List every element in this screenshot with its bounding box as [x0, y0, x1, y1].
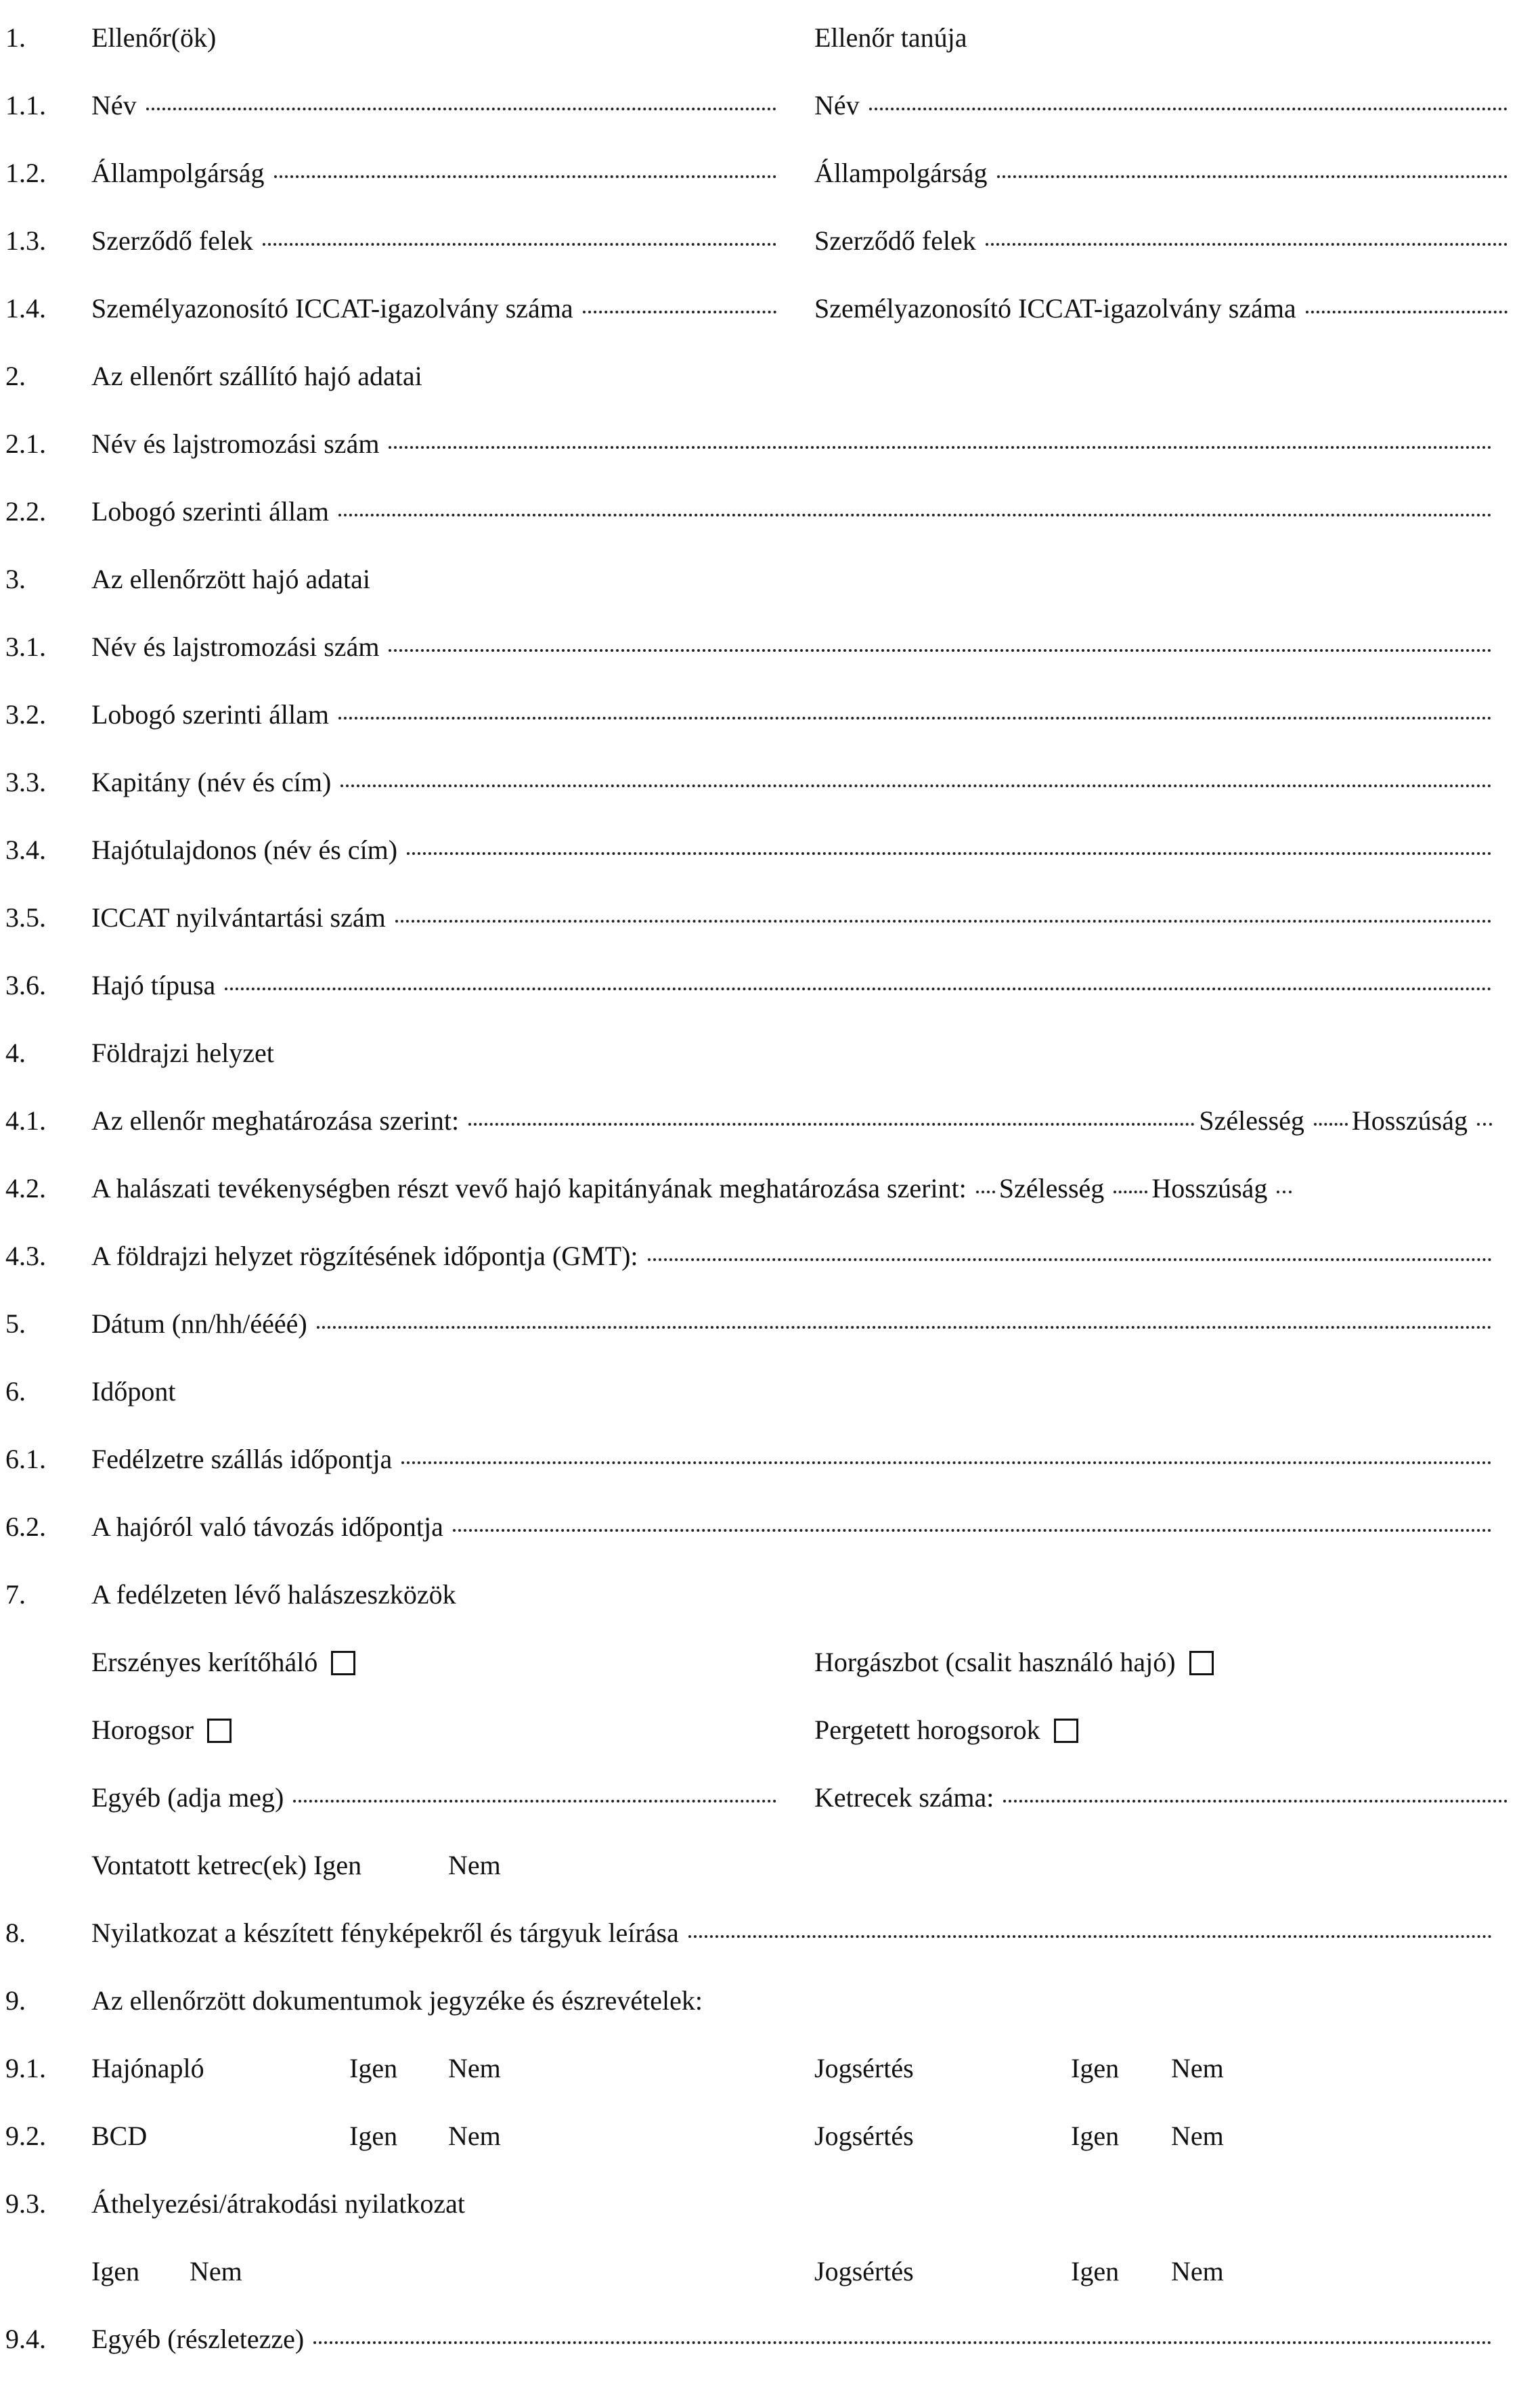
field-label: Egyéb (részletezze): [91, 2324, 305, 2354]
fill-line: [997, 175, 1508, 178]
row-1-1: [0, 85, 1540, 126]
field-label: Fedélzetre szállás időpontja: [91, 1444, 393, 1474]
bcd-infringement-yes[interactable]: Igen: [1071, 2121, 1120, 2151]
field-label: Állampolgárság: [91, 158, 265, 188]
row-3-2: [0, 694, 1540, 735]
section-1-header: [0, 18, 1540, 58]
row-7-gear-1: [0, 1642, 1540, 1683]
row-1-3: [0, 221, 1540, 261]
item-number: 3.4.: [5, 835, 46, 865]
fill-line: [340, 784, 1492, 787]
inspection-vessel-flag-field[interactable]: [91, 491, 1496, 532]
row-6-2: [0, 1507, 1540, 1547]
inspector-nationality-field[interactable]: [91, 153, 780, 194]
towed-cages-no-label[interactable]: Nem: [448, 1850, 501, 1880]
fill-line: [453, 1529, 1492, 1532]
field-label: Nyilatkozat a készített fényképekről és tárgyuk leírása: [91, 1918, 679, 1948]
row-7-other: [0, 1777, 1540, 1818]
item-number: 2.1.: [5, 428, 46, 459]
field-label: A földrajzi helyzet rögzítésének időpontja (GMT):: [91, 1241, 638, 1271]
fill-line: [468, 1123, 1195, 1126]
item-number: 9.2.: [5, 2121, 46, 2151]
baitboat-option: [814, 1642, 1214, 1683]
row-3-4: [0, 830, 1540, 870]
field-label: Név: [814, 90, 860, 120]
section-number: 1.: [5, 22, 26, 53]
logbook-yes[interactable]: Igen: [349, 2053, 398, 2083]
section-number: 9.: [5, 1985, 26, 2016]
longitude-fill-line[interactable]: [1277, 1191, 1292, 1193]
latitude-fill-line[interactable]: [1114, 1191, 1147, 1193]
row-4-1: [0, 1101, 1540, 1141]
logbook-no[interactable]: Nem: [448, 2053, 501, 2083]
row-9-3-answers: [0, 2251, 1540, 2292]
fill-line: [1003, 1800, 1508, 1803]
section-title: A fedélzeten lévő halászeszközök: [91, 1579, 456, 1610]
row-5: [0, 1304, 1540, 1344]
fill-line: [313, 2341, 1492, 2344]
purse-seine-option: [91, 1642, 355, 1683]
fill-line: [407, 852, 1492, 855]
item-number: 9.3.: [5, 2188, 46, 2219]
vessel-type-field[interactable]: [91, 965, 1496, 1006]
row-1-2: [0, 153, 1540, 194]
item-number: 6.2.: [5, 1511, 46, 1542]
field-label: Lobogó szerinti állam: [91, 699, 330, 730]
bcd-label: BCD: [91, 2121, 148, 2151]
option-label: Horogsor: [91, 1715, 194, 1745]
fill-line: [583, 311, 776, 313]
latitude-label: Szélesség: [998, 1173, 1105, 1203]
section-number: 4.: [5, 1038, 26, 1068]
row-7-gear-2: [0, 1710, 1540, 1750]
item-number: 3.3.: [5, 767, 46, 797]
longline-option: [91, 1710, 232, 1750]
purse-seine-checkbox[interactable]: [331, 1651, 355, 1675]
row-9-3: [0, 2184, 1540, 2224]
row-2-2: [0, 491, 1540, 532]
fill-line: [869, 108, 1508, 110]
item-number: 9.4.: [5, 2324, 46, 2354]
fill-line: [401, 1461, 1492, 1464]
item-number: 1.3.: [5, 225, 46, 256]
row-8: [0, 1913, 1540, 1953]
fill-line: [986, 243, 1508, 246]
section-title: Ellenőr(ök): [91, 22, 217, 53]
inspected-vessel-flag-field[interactable]: [91, 694, 1496, 735]
transfer-no[interactable]: Nem: [190, 2256, 242, 2286]
field-label: Kapitány (név és cím): [91, 767, 332, 797]
towed-cages-yes-label[interactable]: Vontatott ketrec(ek) Igen: [91, 1850, 362, 1880]
witness-nationality-field[interactable]: [814, 153, 1512, 194]
item-number: 6.1.: [5, 1444, 46, 1474]
field-label: Dátum (nn/hh/éééé): [91, 1308, 307, 1339]
field-label: Hajó típusa: [91, 970, 216, 1000]
field-label: Személyazonosító ICCAT-igazolvány száma: [91, 293, 573, 324]
section-title: Az ellenőrzött hajó adatai: [91, 564, 371, 594]
fill-line: [263, 243, 776, 246]
boarding-time-field[interactable]: [91, 1439, 1496, 1480]
item-number: 1.4.: [5, 293, 46, 324]
fill-line: [976, 1191, 995, 1193]
position-time-field[interactable]: [91, 1236, 1496, 1277]
row-2-1: [0, 424, 1540, 464]
section-number: 8.: [5, 1918, 26, 1948]
field-label: Név: [91, 90, 137, 120]
logbook-label: Hajónapló: [91, 2053, 204, 2083]
fill-line: [648, 1258, 1492, 1261]
other-gear-field[interactable]: [91, 1777, 780, 1818]
infringement-label: Jogsértés: [814, 2053, 914, 2083]
row-4-2: [0, 1168, 1540, 1209]
longitude-label: Hosszúság: [1351, 1105, 1468, 1136]
fill-line: [389, 446, 1492, 449]
item-number: 4.1.: [5, 1105, 46, 1136]
section-number: 7.: [5, 1579, 26, 1610]
fill-line: [317, 1326, 1492, 1329]
section-3-header: [0, 559, 1540, 600]
date-field[interactable]: [91, 1304, 1496, 1344]
baitboat-checkbox[interactable]: [1189, 1651, 1214, 1675]
section-6-header: [0, 1371, 1540, 1412]
inspector-contracting-party-field[interactable]: [91, 221, 780, 261]
field-label: Egyéb (adja meg): [91, 1782, 284, 1813]
inspector-name-field[interactable]: [91, 85, 780, 126]
row-3-5: [0, 898, 1540, 938]
trolled-lines-checkbox[interactable]: [1054, 1719, 1078, 1743]
item-number: 4.3.: [5, 1241, 46, 1271]
fill-line: [1306, 311, 1508, 313]
item-number: 3.5.: [5, 902, 46, 933]
fill-line: [389, 649, 1492, 652]
bcd-yes[interactable]: Igen: [349, 2121, 398, 2151]
option-label: Pergetett horogsorok: [814, 1715, 1040, 1745]
other-documents-field[interactable]: [91, 2319, 1496, 2360]
section-4-header: [0, 1033, 1540, 1074]
section-7-header: [0, 1574, 1540, 1615]
item-number: 2.2.: [5, 496, 46, 527]
field-label: Név és lajstromozási szám: [91, 428, 380, 459]
field-label: Szerződő felek: [91, 225, 253, 256]
field-label: Szerződő felek: [814, 225, 976, 256]
row-3-3: [0, 762, 1540, 803]
inspector-position-field[interactable]: [91, 1101, 1496, 1141]
section-2-header: [0, 356, 1540, 397]
infringement-label: Jogsértés: [814, 2121, 914, 2151]
infringement-label: Jogsértés: [814, 2256, 914, 2286]
fill-line: [338, 717, 1492, 720]
row-9-2: [0, 2116, 1540, 2157]
transfer-infringement-yes[interactable]: Igen: [1071, 2256, 1120, 2286]
option-label: Horgászbot (csalit használó hajó): [814, 1647, 1176, 1677]
trolled-lines-option: [814, 1710, 1078, 1750]
iccat-register-field[interactable]: [91, 898, 1496, 938]
section-title: Időpont: [91, 1376, 176, 1407]
row-4-3: [0, 1236, 1540, 1277]
transfer-yes[interactable]: Igen: [91, 2256, 140, 2286]
field-label: ICCAT nyilvántartási szám: [91, 902, 386, 933]
master-field[interactable]: [91, 762, 1496, 803]
row-1-4: [0, 288, 1540, 329]
fill-line: [395, 920, 1492, 923]
field-label: A hajóról való távozás időpontja: [91, 1511, 443, 1542]
section-title: Az ellenőrt szállító hajó adatai: [91, 361, 422, 391]
inspection-vessel-name-field[interactable]: [91, 424, 1496, 464]
latitude-fill-line[interactable]: [1314, 1123, 1348, 1126]
owner-field[interactable]: [91, 830, 1496, 870]
row-3-1: [0, 627, 1540, 667]
item-number: 1.2.: [5, 158, 46, 188]
row-9-1: [0, 2048, 1540, 2089]
logbook-infringement-no[interactable]: Nem: [1171, 2053, 1224, 2083]
field-label: Állampolgárság: [814, 158, 988, 188]
field-label: Név és lajstromozási szám: [91, 632, 380, 662]
transfer-declaration-label: Áthelyezési/átrakodási nyilatkozat: [91, 2188, 466, 2219]
section-number: 5.: [5, 1308, 26, 1339]
row-7-towed: [0, 1845, 1540, 1886]
master-position-field[interactable]: [91, 1168, 1496, 1209]
fill-line: [338, 514, 1492, 516]
field-label: Az ellenőr meghatározása szerint:: [91, 1105, 460, 1136]
witness-name-field[interactable]: [814, 85, 1512, 126]
item-number: 3.2.: [5, 699, 46, 730]
departure-time-field[interactable]: [91, 1507, 1496, 1547]
item-number: 9.1.: [5, 2053, 46, 2083]
witness-contracting-party-field[interactable]: [814, 221, 1512, 261]
field-label: Lobogó szerinti állam: [91, 496, 330, 527]
item-number: 3.1.: [5, 632, 46, 662]
number-of-cages-field[interactable]: [814, 1777, 1512, 1818]
section-number: 6.: [5, 1376, 26, 1407]
section-number: 2.: [5, 361, 26, 391]
transfer-infringement-no[interactable]: Nem: [1171, 2256, 1224, 2286]
inspector-id-field[interactable]: [91, 288, 780, 329]
field-label: Hajótulajdonos (név és cím): [91, 835, 398, 865]
item-number: 1.1.: [5, 90, 46, 120]
field-label: A halászati tevékenységben részt vevő hajó kapitányának meghatározása szerint:: [91, 1173, 967, 1203]
fill-line: [688, 1935, 1492, 1938]
section-title: Az ellenőrzött dokumentumok jegyzéke és észrevételek:: [91, 1985, 703, 2016]
longitude-fill-line[interactable]: [1477, 1123, 1492, 1126]
field-label: Személyazonosító ICCAT-igazolvány száma: [814, 293, 1296, 324]
item-number: 3.6.: [5, 970, 46, 1000]
section-9-header: [0, 1981, 1540, 2021]
fill-line: [146, 108, 776, 110]
field-label: Ketrecek száma:: [814, 1782, 994, 1813]
row-6-1: [0, 1439, 1540, 1480]
section-title: Földrajzi helyzet: [91, 1038, 274, 1068]
latitude-label: Szélesség: [1199, 1105, 1304, 1136]
row-3-6: [0, 965, 1540, 1006]
witness-title: Ellenőr tanúja: [814, 22, 967, 53]
fill-line: [225, 988, 1492, 990]
photographs-field[interactable]: [91, 1913, 1496, 1953]
option-label: Erszényes kerítőháló: [91, 1647, 318, 1677]
bcd-no[interactable]: Nem: [448, 2121, 501, 2151]
witness-id-field[interactable]: [814, 288, 1512, 329]
inspected-vessel-name-field[interactable]: [91, 627, 1496, 667]
section-number: 3.: [5, 564, 26, 594]
item-number: 4.2.: [5, 1173, 46, 1203]
fill-line: [274, 175, 777, 178]
logbook-infringement-yes[interactable]: Igen: [1071, 2053, 1120, 2083]
bcd-infringement-no[interactable]: Nem: [1171, 2121, 1224, 2151]
fill-line: [293, 1800, 776, 1803]
longitude-label: Hosszúság: [1151, 1173, 1268, 1203]
row-9-4: [0, 2319, 1540, 2360]
longline-checkbox[interactable]: [207, 1719, 232, 1743]
